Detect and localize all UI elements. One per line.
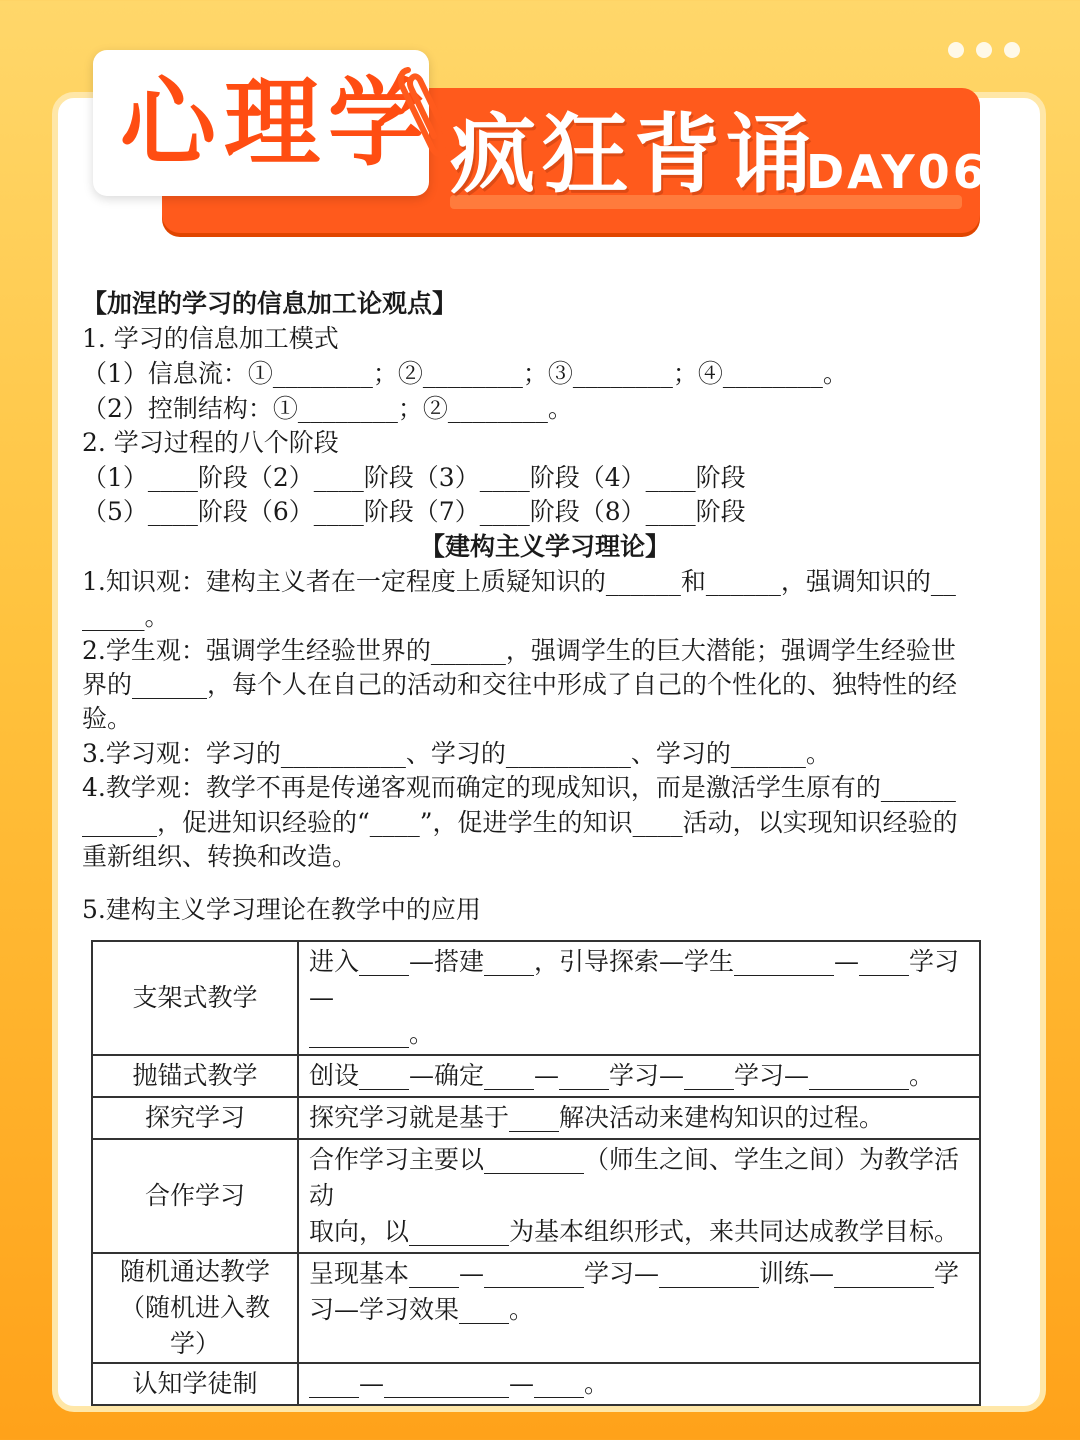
cell-line: ________。 [309,1019,435,1048]
row-label: 抛锚式教学 [92,1055,298,1097]
text-line: 4.教学观：教学不再是传递客观而确定的现成知识，而是激活学生原有的______ [82,773,956,802]
cell-line: 探究学习就是基于____解决活动来建构知识的过程。 [309,1103,885,1132]
text-line: 3.学习观：学习的__________、学习的__________、学习的______。 [82,739,831,768]
cell-line: 合作学习主要以________（师生之间、学生之间）为教学活动 [309,1145,960,1210]
row-content [298,1097,980,1139]
table-row [92,1253,980,1363]
row-content [298,1253,980,1363]
section1-heading: 【加涅的学习的信息加工论观点】 [82,289,458,318]
row-label: 探究学习 [92,1097,298,1139]
cell-line: 创设____—确定____—____学习—____学习—________。 [309,1061,935,1090]
row-label: 随机通达教学（随机进入教学） [92,1253,298,1363]
text-line: （1）信息流：①________；②________；③________；④________。 [82,359,848,388]
text-line: 重新组织、转换和改造。 [82,842,358,871]
text-line: 2.学生观：强调学生经验世界的______，强调学生的巨大潜能；强调学生经验世 [82,636,956,665]
application-table [91,940,981,1406]
text-line: 界的______，每个人在自己的活动和交往中形成了自己的个性化的、独特性的经 [82,670,958,699]
row-content [298,1055,980,1097]
row-label: 认知学徒制 [92,1363,298,1405]
cell-line: 进入____—搭建____，引导探索—学生________—____学习— [309,947,960,1012]
row-content [298,1363,980,1405]
title-main: 心理学 [120,67,432,179]
row-content [298,941,980,1055]
row-label: 支架式教学 [92,941,298,1055]
text-line: （1）____阶段（2）____阶段（3）____阶段（4）____阶段 [82,463,746,492]
text-line: （2）控制结构：①________；②________。 [82,394,573,423]
cell-line: 习—学习效果____。 [309,1295,535,1324]
text-line: （5）____阶段（6）____阶段（7）____阶段（8）____阶段 [82,497,746,526]
title-sub: 疯狂背诵 [450,105,818,205]
text-line: 1. 学习的信息加工模式 [82,324,339,353]
application-heading: 5.建构主义学习理论在教学中的应用 [82,895,481,924]
section2-heading: 【建构主义学习理论】 [419,532,670,561]
text-line: 2. 学习过程的八个阶段 [82,428,339,457]
table-row [92,1097,980,1139]
cell-line: 取向，以________为基本组织形式，来共同达成教学目标。 [309,1217,960,1246]
text-line: _____。 [82,602,170,631]
table-row [92,941,980,1055]
row-content [298,1139,980,1253]
cell-line: 呈现基本____—________学习—________训练—________学 [309,1259,960,1288]
text-line: 验。 [82,704,133,733]
text-line: 1.知识观：建构主义者在一定程度上质疑知识的______和______，强调知识的__ [82,567,956,596]
table-row [92,1363,980,1405]
text-line: ______，促进知识经验的“____”，促进学生的知识____活动，以实现知识经验的 [82,808,958,837]
row-label: 合作学习 [92,1139,298,1253]
table-row [92,1139,980,1253]
title-day: DAY06 [806,145,988,199]
table-row [92,1055,980,1097]
cell-line: ____—__________—____。 [309,1369,610,1398]
